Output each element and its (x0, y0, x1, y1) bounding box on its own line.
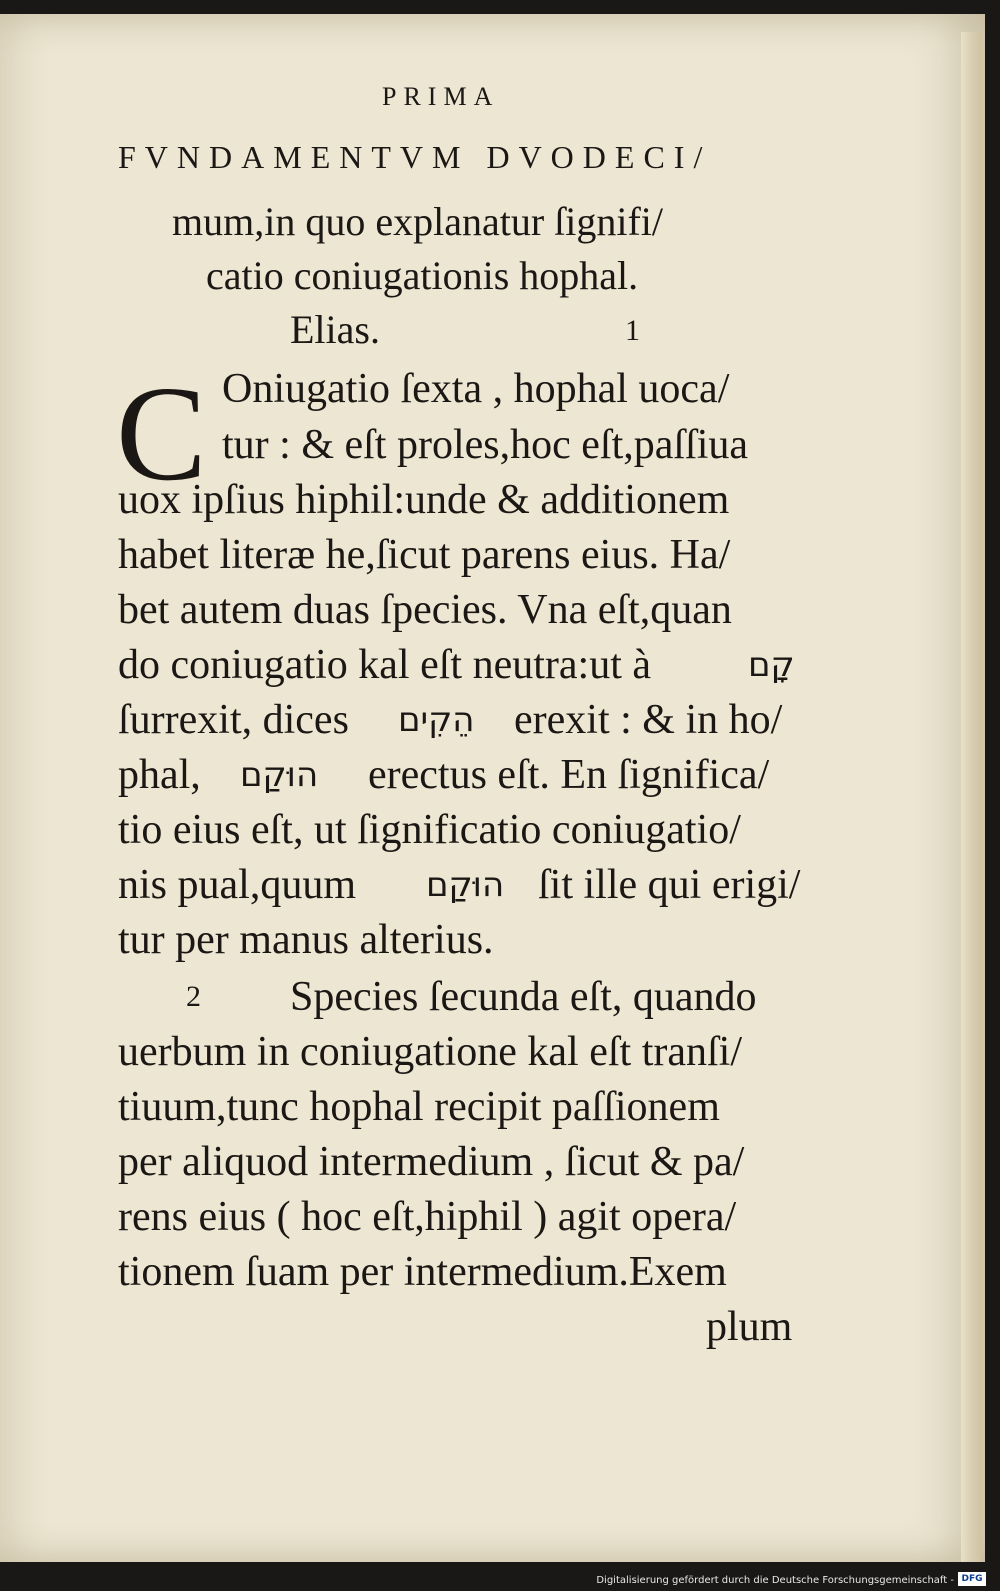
text-line-5: bet autem duas ſpecies. Vna eſt,quan (118, 587, 732, 633)
book-page (0, 14, 985, 1562)
text-line-16: rens eius ( hoc eſt,hiphil ) agit opera/ (118, 1194, 737, 1240)
text-line-4: habet literæ he,ſicut parens eius. Ha/ (118, 532, 731, 578)
text-line-2: tur : & eſt proles,hoc eſt,paſſiua (222, 422, 749, 468)
text-line-14: tiuum,tunc hophal recipit paſſionem (118, 1084, 720, 1130)
hebrew-word-huqam-1: הוּקַם (240, 755, 319, 795)
text-line-6: do coniugatio kal eſt neutra:ut à (118, 642, 651, 688)
author-name: Elias. (290, 307, 380, 352)
text-line-17: tionem ſuam per intermedium.Exem (118, 1249, 727, 1295)
digitization-credit: Digitalisierung gefördert durch die Deutsche Forschungsgemeinschaft - (596, 1575, 954, 1586)
text-line-10b: ſit ille qui erigi/ (538, 862, 801, 908)
text-line-8a: phal, (118, 752, 201, 798)
dfg-logo: DFG (958, 1572, 986, 1586)
hebrew-word-huqam-2: הוּקַם (426, 865, 505, 905)
text-line-8b: erectus eſt. En ſignifica/ (368, 752, 770, 798)
catchword: plum (706, 1304, 793, 1350)
text-line-13: uerbum in coniugatione kal eſt tranſi/ (118, 1029, 742, 1075)
text-line-15: per aliquod intermedium , ſicut & pa/ (118, 1139, 745, 1185)
page-body (0, 14, 985, 1562)
text-line-12: Species ſecunda eſt, quando (290, 974, 757, 1020)
hebrew-word-qam: קָם (748, 645, 795, 685)
section-number-1: 1 (625, 314, 640, 347)
section-number-2: 2 (186, 980, 201, 1013)
running-header: PRIMA (382, 82, 500, 111)
footer-bar (0, 1562, 1000, 1591)
text-line-7a: ſurrexit, dices (118, 697, 349, 743)
text-line-11: tur per manus alterius. (118, 917, 494, 963)
chapter-title-line-2: mum,in quo explanatur ſignifi/ (172, 199, 664, 244)
text-line-10a: nis pual,quum (118, 862, 356, 908)
text-line-9: tio eius eſt, ut ſignificatio coniugatio/ (118, 807, 741, 853)
chapter-title-line-1: FVNDAMENTVM DVODECI/ (118, 139, 712, 175)
text-line-1: Oniugatio ſexta , hophal uoca/ (222, 366, 730, 412)
chapter-title-line-3: catio coniugationis hophal. (206, 253, 639, 298)
drop-capital: C (116, 359, 207, 509)
text-line-7b: erexit : & in ho/ (514, 697, 783, 743)
text-line-3: uox ipſius hiphil:unde & additionem (118, 477, 730, 523)
hebrew-word-heqim: הֵקִים (398, 700, 475, 740)
